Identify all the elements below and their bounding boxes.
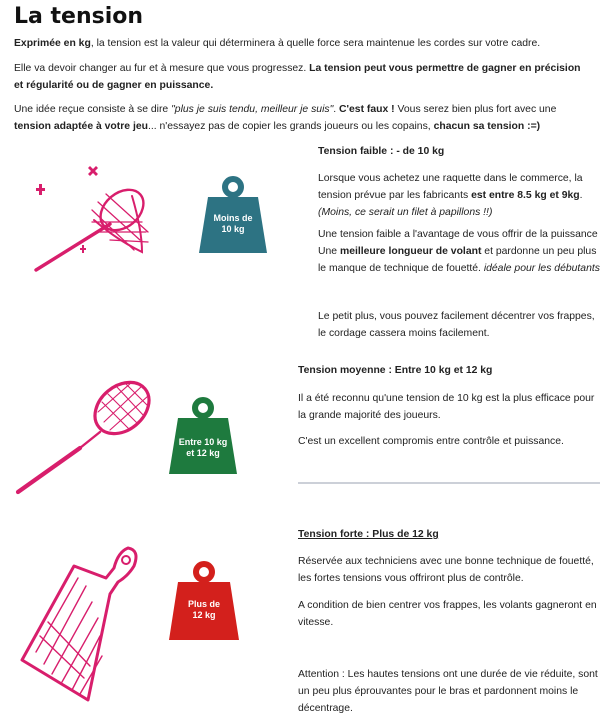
section-medium-paragraph-2: C'est un excellent compromis entre contrôle et puissance. [298,436,564,447]
intro-paragraph-2: Elle va devoir changer au fur et à mesure que vous progressez. La tension peut vous permettre de gagner en précision et régularité ou de gagner en puissance. [14,63,581,91]
section-divider [298,482,600,484]
section-heading-high: Tension forte : Plus de 12 kg [298,529,439,540]
weight-label-medium: Entre 10 kg et 12 kg [178,437,228,458]
page-title: La tension [14,4,144,29]
badminton-racket-icon [10,372,160,498]
intro-paragraph-1: Exprimée en kg, la tension est la valeur qui déterminera à quelle force sera maintenue les cordes sur votre cadre. [14,38,541,49]
section-heading-medium: Tension moyenne : Entre 10 kg et 12 kg [298,365,493,376]
butterfly-net-icon [22,160,162,276]
weight-icon-medium [168,396,238,476]
section-medium-paragraph-1: Il a été reconnu qu'une tension de 10 kg est la plus efficace pour la grande majorité des joueurs. [298,393,595,421]
section-high-paragraph-1: Réservée aux techniciens avec une bonne technique de fouetté, les fortes tensions vous offriront plus de contrôle. [298,556,594,584]
cutting-board-icon [14,540,144,710]
section-heading-low: Tension faible : - de 10 kg [318,146,445,157]
intro-paragraph-3: Une idée reçue consiste à se dire "plus je suis tendu, meilleur je suis". C'est faux ! Vous serez bien plus fort avec une tension adaptée à votre jeu... n'essayez pas de copier les grands joueurs ou les copains, chacun sa tension :=) [14,104,557,132]
section-low-paragraph-3: Le petit plus, vous pouvez facilement décentrer vos frappes, le cordage cassera moins facilement. [318,311,595,339]
section-high-paragraph-2: A condition de bien centrer vos frappes, les volants gagneront en vitesse. [298,600,597,628]
section-high-paragraph-3: Attention : Les hautes tensions ont une durée de vie réduite, sont un peu plus éprouvantes pour le bras et pardonnent moins le décentrage. [298,669,598,714]
section-low-paragraph-1: Lorsque vous achetez une raquette dans le commerce, la tension prévue par les fabricants est entre 8.5 kg et 9kg. (Moins, ce serait un filet à papillons !!) [318,173,583,218]
weight-label-high: Plus de 12 kg [187,599,220,620]
section-low-paragraph-2: Une tension faible a l'avantage de vous offrir de la puissance Une meilleure longueur de volant et pardonne un peu plus le manque de technique de fouetté. idéale pour les débutants [318,229,600,274]
weight-label-low: Moins de 10 kg [213,213,253,234]
